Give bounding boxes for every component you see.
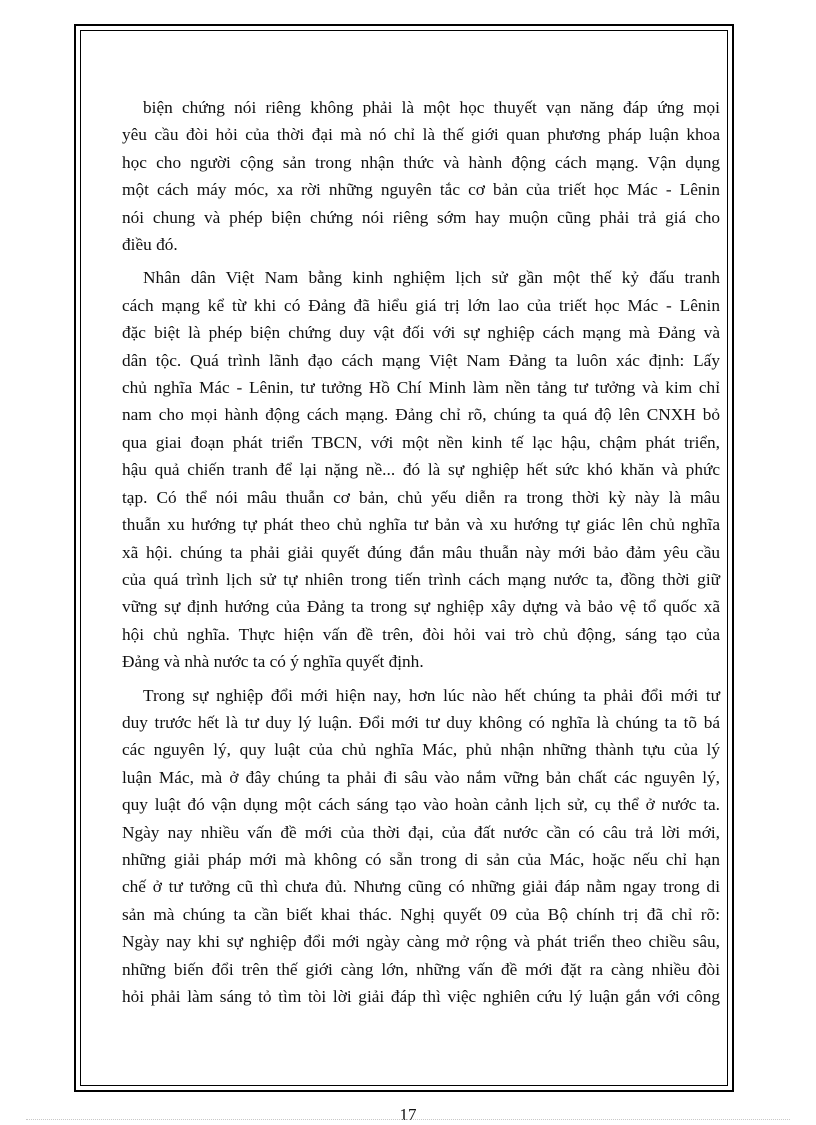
text-line: sản mà chúng ta cần biết khai thác. Nghị quyết 09 của Bộ chính trị đã chỉ rõ:	[122, 904, 720, 924]
text-line: nam cho mọi hành động cách mạng. Đảng chỉ rõ, chúng ta quá độ lên CNXH bỏ	[122, 405, 720, 425]
text-line: luận Mác, mà ở đây chúng ta phải đi sâu vào nắm vững bản chất các nguyên lý,	[122, 767, 720, 787]
text-line: chế ở tư tưởng cũ thì chưa đủ. Nhưng cũng có những giải đáp nằm ngay trong di	[122, 877, 720, 897]
document-body	[122, 94, 720, 1010]
page-number: 17	[399, 1105, 417, 1124]
paragraph-2	[122, 264, 720, 675]
text-line: vững sự định hướng của Đảng ta trong sự nghiệp xây dựng và bảo vệ tổ quốc xã	[122, 597, 720, 617]
text-line: hậu quả chiến tranh để lại nặng nề... đó là sự nghiệp hết sức khó khăn và phức	[122, 460, 720, 480]
text-line: Nhân dân Việt Nam bằng kinh nghiệm lịch sử gần một thế kỷ đấu tranh	[143, 268, 720, 288]
text-line: tạp. Có thể nói mâu thuẫn cơ bản, chủ yếu diễn ra trong thời kỳ này là mâu	[122, 487, 720, 507]
text-line: nói chung và phép biện chứng nói riêng sớm hay muộn cũng phải trả giá cho	[122, 207, 720, 227]
text-line: Trong sự nghiệp đổi mới hiện nay, hơn lúc nào hết chúng ta phải đổi mới tư	[143, 685, 720, 705]
footer-divider	[26, 1119, 790, 1120]
text-line: Ngày nay khi sự nghiệp đổi mới ngày càng mở rộng và phát triển theo chiều sâu,	[122, 932, 720, 952]
text-line: Đảng và nhà nước ta có ý nghĩa quyết định.	[122, 652, 424, 672]
text-line: qua giai đoạn phát triển TBCN, với một nền kinh tế lạc hậu, chậm phát triển,	[122, 432, 720, 452]
text-line: một cách máy móc, xa rời những nguyên tắc cơ bản của triết học Mác - Lênin	[122, 180, 720, 200]
paragraph-1	[122, 94, 720, 258]
text-line: của quá trình lịch sử tự nhiên trong tiến trình cách mạng nước ta, đồng thời giữ	[122, 569, 720, 589]
text-line: quy luật đó vận dụng một cách sáng tạo vào hoàn cảnh lịch sử, cụ thể ở nước ta.	[122, 795, 720, 815]
text-line: Ngày nay nhiều vấn đề mới của thời đại, của đất nước cần có câu trả lời mới,	[122, 822, 720, 842]
text-line: xã hội. chúng ta phải giải quyết đúng đắn mâu thuẫn này mới bảo đảm yêu cầu	[122, 542, 720, 562]
text-line: dân tộc. Quá trình lãnh đạo cách mạng Việt Nam Đảng ta luôn xác định: Lấy	[122, 350, 720, 370]
text-line: biện chứng nói riêng không phải là một học thuyết vạn năng đáp ứng mọi	[143, 98, 720, 117]
paragraph-3	[122, 682, 720, 1011]
text-line: duy trước hết là tư duy lý luận. Đổi mới tư duy không có nghĩa là chúng ta tõ bá	[122, 712, 720, 732]
text-line: cách mạng kể từ khi có Đảng đã hiểu giá trị lớn lao của triết học Mác - Lênin	[122, 295, 720, 315]
text-line: yêu cầu đòi hỏi của thời đại mà nó chỉ là thế giới quan phương pháp luận khoa	[122, 125, 720, 145]
text-line: các nguyên lý, quy luật của chủ nghĩa Mác, phủ nhận những thành tựu của lý	[122, 740, 720, 760]
text-line: đặc biệt là phép biện chứng duy vật đối với sự nghiệp cách mạng mà Đảng và	[122, 323, 720, 343]
text-line: chủ nghĩa Mác - Lênin, tư tưởng Hồ Chí Minh làm nền tảng tư tưởng và kim chỉ	[122, 378, 720, 398]
text-line: điều đó.	[122, 235, 178, 255]
text-line: học cho người cộng sản trong nhận thức và hành động cách mạng. Vận dụng	[122, 152, 720, 172]
text-line: những biến đổi trên thế giới càng lớn, những vấn đề mới đặt ra càng nhiều đòi	[122, 959, 720, 979]
text-line: hội chủ nghĩa. Thực hiện vấn đề trên, đòi hỏi vai trò chủ động, sáng tạo của	[122, 624, 720, 644]
text-line: thuẫn xu hướng tự phát theo chủ nghĩa tư bản và xu hướng tự giác lên chủ nghĩa	[122, 515, 720, 535]
text-line: hỏi phải làm sáng tỏ tìm tòi lời giải đáp thì việc nghiên cứu lý luận gắn với công	[122, 987, 720, 1006]
text-line: những giải pháp mới mà không có sẵn trong di sản của Mác, hoặc nếu chỉ hạn	[122, 849, 720, 869]
